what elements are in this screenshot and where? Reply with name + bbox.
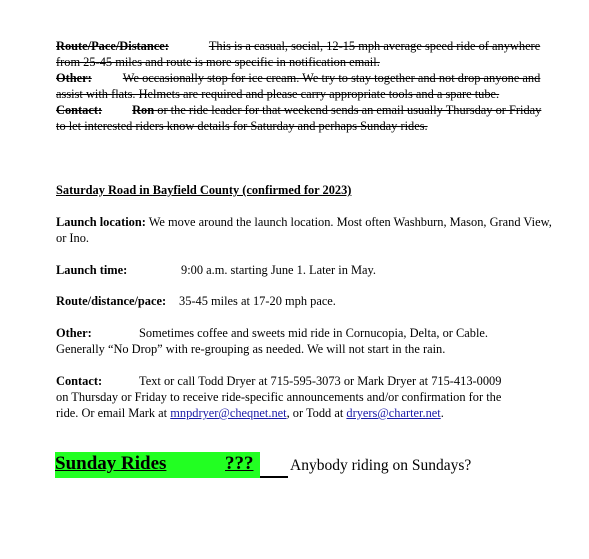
route-text: 35-45 miles at 17-20 mph pace. [179,294,336,308]
struck-contact-text: or the ride leader for that weekend sends an email usually Thursday or Friday to let interested riders know details for Saturday and perhaps Sunday rides. [56,103,542,133]
sunday-rides-row [55,452,575,482]
contact-text-3b: , or Todd at [286,406,347,420]
sunday-rides-title: Sunday Rides [55,453,167,474]
struck-other-paragraph [56,70,552,102]
saturday-heading-block [56,182,556,198]
sunday-note: Anybody riding on Sundays? [290,457,472,474]
launch-time-block [56,262,556,278]
launch-location-block [56,214,556,246]
launch-location-label: Launch location: [56,215,146,229]
saturday-heading: Saturday Road in Bayfield County (confirmed for 2023) [56,183,352,197]
contact-block [56,373,556,421]
struck-other-text: We occasionally stop for ice cream. We try to stay together and not drop anyone and assist with flats. Helmets are required and please carry appropriate tools and a spare tube. [56,71,541,101]
struck-ride-info [56,38,552,134]
sunday-underline-rule [260,476,288,478]
other-text-line1: Sometimes coffee and sweets mid ride in Cornucopia, Delta, or Cable. [139,326,489,340]
struck-contact-paragraph [56,102,552,134]
other-label: Other: [56,326,92,340]
launch-time-label: Launch time: [56,263,128,277]
route-label: Route/distance/pace: [56,294,167,308]
sunday-question-marks: ??? [225,453,254,474]
struck-contact-name: Ron [132,103,155,117]
email-link-todd[interactable]: dryers@charter.net [346,406,441,420]
launch-location-text: We move around the launch location. Most often Washburn, Mason, Grand View, or Ino. [56,215,552,245]
route-block [56,293,556,309]
contact-text-3a: ride. Or email Mark at [56,406,171,420]
contact-text-3c: . [440,406,444,420]
struck-route-paragraph [56,38,552,70]
contact-text-line1: Text or call Todd Dryer at 715-595-3073 or Mark Dryer at 715-413-0009 [139,374,502,388]
contact-label: Contact: [56,374,103,388]
struck-other-label: Other: [56,71,92,85]
launch-time-text: 9:00 a.m. starting June 1. Later in May. [181,263,376,277]
contact-text-line3 [56,405,556,421]
struck-route-label: Route/Pace/Distance: [56,39,169,53]
other-text-line2: Generally “No Drop” with re-grouping as needed. We will not start in the rain. [56,342,446,356]
struck-route-text: This is a casual, social, 12-15 mph average speed ride of anywhere from 25-45 miles and route is more specific in notification email. [56,39,541,69]
email-link-mark[interactable]: mnpdryer@cheqnet.net [170,406,287,420]
contact-text-line2: on Thursday or Friday to receive ride-specific announcements and/or confirmation for the [56,390,502,404]
struck-contact-label: Contact: [56,103,103,117]
other-block [56,325,556,357]
